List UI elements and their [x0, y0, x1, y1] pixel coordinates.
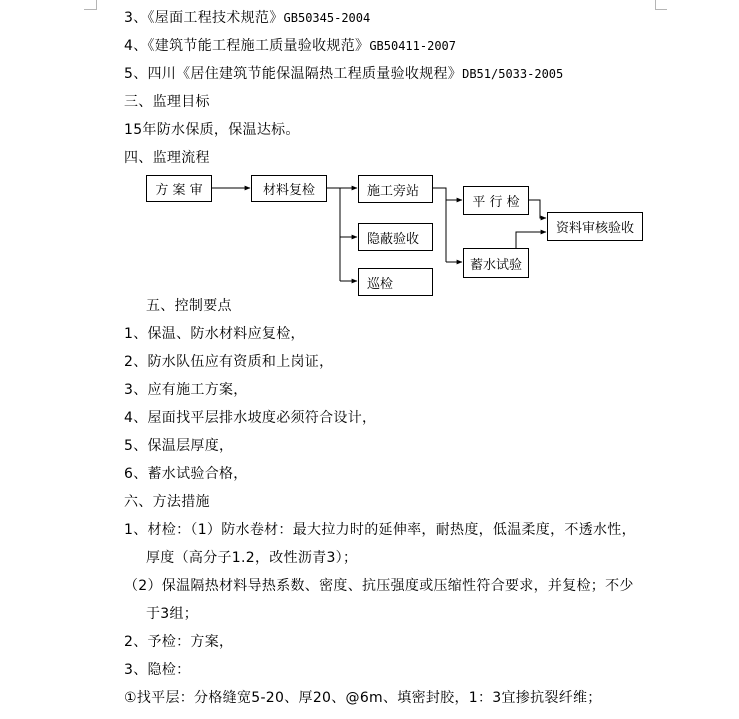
control-point-3: 3、应有施工方案， — [124, 382, 248, 398]
reference-title: 5、四川《居住建筑节能保温隔热工程质量验收规程》 — [124, 66, 463, 82]
flow-box-material-recheck: 材料复检 — [251, 175, 327, 202]
flow-box-parallel-check: 平 行 检 — [463, 186, 529, 215]
heading-methods: 六、方法措施 — [124, 494, 210, 510]
flow-box-patrol-check: 巡检 — [358, 268, 433, 296]
method-2-line-2: 于3组； — [146, 606, 199, 622]
control-point-5: 5、保温层厚度， — [124, 438, 234, 454]
method-1-line-2: 厚度（高分子1.2，改性沥青3）； — [146, 550, 358, 566]
reference-title: 3、《屋面工程技术规范》 — [124, 10, 284, 26]
flow-box-plan-review: 方 案 审 — [146, 175, 212, 202]
margin-mark-top-left-horizontal — [84, 9, 96, 10]
branch-trunk-2 — [433, 188, 446, 262]
reference-line-5 — [124, 64, 563, 84]
flow-box-document-review: 资料审核验收 — [547, 212, 643, 241]
reference-title: 4、《建筑节能工程施工质量验收规范》 — [124, 38, 370, 54]
reference-line-3 — [124, 8, 370, 28]
control-point-4: 4、屋面找平层排水坡度必须符合设计， — [124, 410, 377, 426]
method-2-line-1: （2）保温隔热材料导热系数、密度、抗压强度或压缩性符合要求，并复检；不少 — [124, 578, 634, 594]
margin-mark-top-right-horizontal — [655, 9, 667, 10]
control-point-1: 1、保温、防水材料应复检， — [124, 326, 305, 342]
method-leveling-layer: ①找平层：分格缝宽5-20、厚20、@6m、填密封胶，1：3宜掺抗裂纤维； — [124, 690, 602, 706]
arrow-parallel-to-docs — [528, 200, 546, 218]
reference-code: GB50345-2004 — [283, 11, 371, 25]
method-1-line-1: 1、材检：（1）防水卷材：最大拉力时的延伸率，耐热度，低温柔度，不透水性， — [124, 522, 636, 538]
goal-text: 15年防水保质，保温达标。 — [124, 122, 300, 138]
heading-supervision-goal: 三、监理目标 — [124, 94, 210, 110]
flow-box-hidden-acceptance: 隐蔽验收 — [358, 223, 433, 251]
heading-control-points: 五、控制要点 — [146, 298, 232, 314]
branch-trunk — [327, 188, 340, 281]
reference-line-4 — [124, 36, 456, 56]
control-point-2: 2、防水队伍应有资质和上岗证， — [124, 354, 334, 370]
margin-mark-top-left — [96, 0, 97, 10]
heading-supervision-process: 四、监理流程 — [124, 150, 210, 166]
flow-box-onsite-supervision: 施工旁站 — [358, 175, 433, 203]
reference-code: GB50411-2007 — [369, 39, 457, 53]
method-hidden-check: 3、隐检： — [124, 662, 191, 678]
reference-code: DB51/5033-2005 — [462, 67, 564, 81]
flow-box-water-test: 蓄水试验 — [463, 248, 529, 278]
method-pre-check: 2、予检：方案， — [124, 634, 234, 650]
control-point-6: 6、蓄水试验合格， — [124, 466, 248, 482]
